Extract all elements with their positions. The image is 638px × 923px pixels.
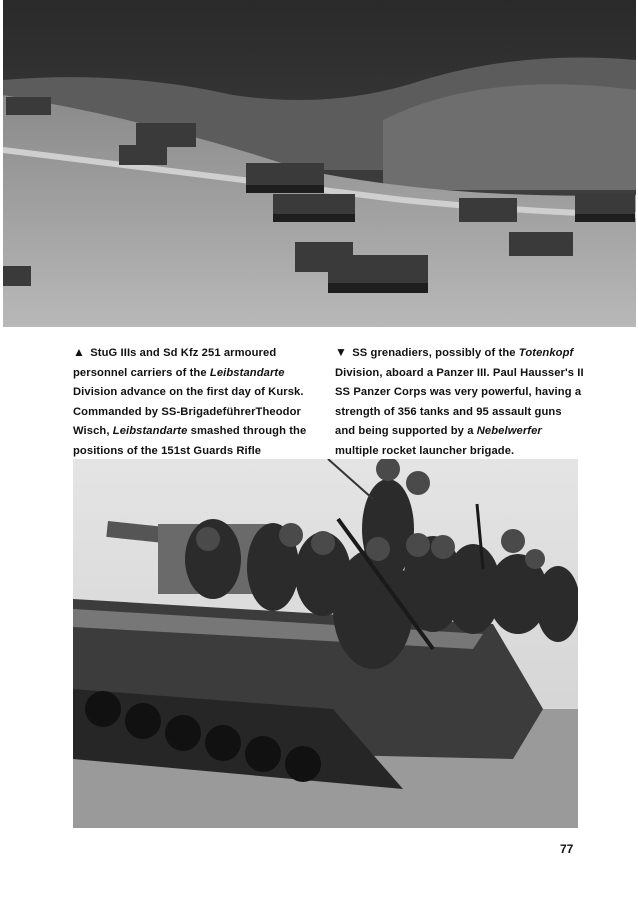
caption-left-text-2: Division advance on the first day of Kursk. Commanded by SS-BrigadeführerTheodor Wisch, xyxy=(73,386,304,438)
photo-stug-advance-graphic xyxy=(3,0,636,327)
caption-left-text-3: smashed through the positions of the 151st Guards Rifle xyxy=(73,425,307,457)
triangle-up-icon: ▲ xyxy=(73,345,85,359)
caption-left-italic-1: Leibstandarte xyxy=(209,366,285,379)
caption-ss-grenadiers xyxy=(335,343,585,462)
page-number: 77 xyxy=(560,842,574,856)
caption-right-text-1: SS grenadiers, possibly of the xyxy=(348,347,519,359)
photo-stug-advance xyxy=(3,0,636,327)
caption-right-text-2: Division, aboard a Panzer III. Paul Hausser's II SS Panzer Corps was very powerful, having a strength of 356 tanks and 95 assault guns and being supported by a xyxy=(335,366,584,438)
caption-right-text-3: multiple rocket launcher brigade. xyxy=(335,444,515,457)
photo-grenadiers-on-panzer xyxy=(73,459,578,828)
caption-right-italic-2: Nebelwerfer xyxy=(476,425,542,438)
photo-grenadiers-on-panzer-graphic xyxy=(73,459,578,828)
caption-right-italic-1: Totenkopf xyxy=(518,347,574,359)
caption-left-italic-2: Leibstandarte xyxy=(112,425,188,438)
triangle-down-icon: ▼ xyxy=(335,345,347,359)
caption-left-text-1: StuG IIIs and Sd Kfz 251 armoured personnel carriers of the xyxy=(73,347,277,379)
